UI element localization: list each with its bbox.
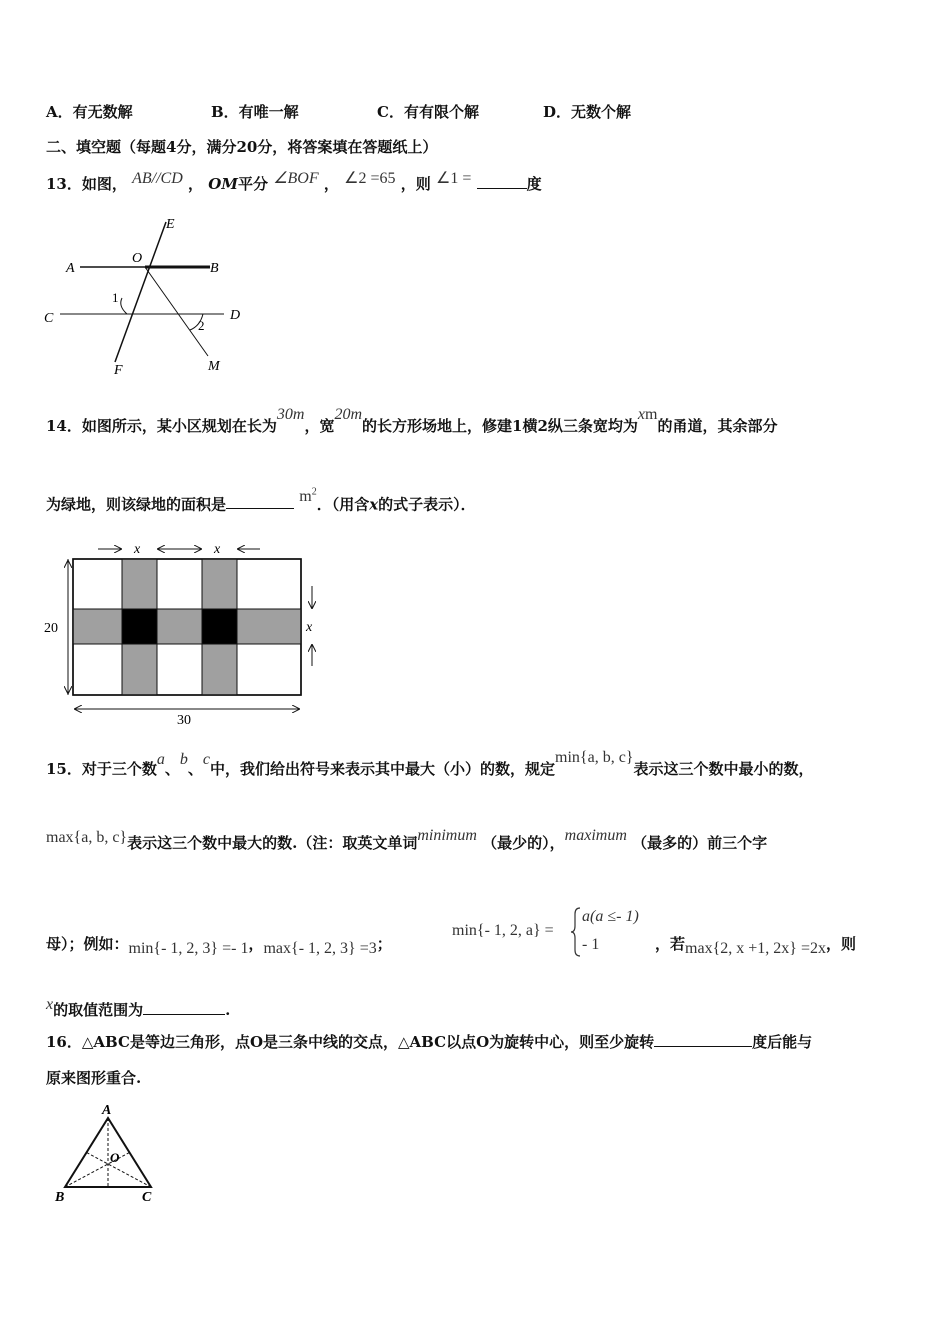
q15-piecewise — [452, 906, 662, 958]
q15-piece-case2: - 1 — [582, 936, 600, 953]
label-a: A — [66, 261, 75, 276]
q13-math-angle1: ∠1 = — [435, 170, 472, 187]
q14-text: ，宽 — [304, 417, 335, 435]
q15-text: ； — [376, 935, 392, 953]
q15-text: 、 — [164, 760, 180, 778]
label-b: B — [55, 1190, 65, 1205]
label-c: C — [142, 1190, 152, 1205]
label-m: M — [208, 359, 220, 374]
option-b: B．有唯一解 — [211, 103, 299, 121]
label-height: 20 — [44, 621, 58, 636]
q15-text: ，则 — [825, 935, 856, 953]
question-13 — [46, 172, 542, 195]
question-15-line3 — [46, 934, 392, 955]
q15-minimum: minimum — [417, 827, 477, 844]
q15-text: . — [225, 1001, 231, 1019]
line-om — [145, 267, 208, 356]
q15-text: 表示这三个数中最大的数.（注：取英文单词 — [127, 834, 418, 852]
intersection-1 — [122, 609, 157, 644]
label-d: D — [230, 308, 241, 323]
label-o: O — [132, 251, 143, 266]
q15-example-min: min{- 1, 2, 3} =- 1 — [128, 940, 249, 957]
question-15-line3b — [655, 934, 856, 955]
q14-text: 的长方形场地上，修建1横2纵三条宽均为 — [362, 417, 638, 435]
label-o: O — [110, 1150, 120, 1165]
line-ef — [115, 222, 166, 362]
q16-text: 度后能与 — [752, 1033, 813, 1051]
q14-text: 14．如图所示，某小区规划在长为 — [46, 417, 277, 435]
q14-unit-exp: 2 — [311, 487, 317, 498]
label-x-top-1: x — [134, 542, 141, 557]
q13-math-angle: ∠BOF — [273, 170, 319, 187]
q14-answer-blank[interactable] — [226, 492, 294, 509]
question-15-line2 — [46, 827, 768, 854]
label-a: A — [102, 1103, 112, 1118]
q15-text: 母）；例如： — [46, 935, 129, 953]
q15-text: 、 — [187, 760, 203, 778]
label-f: F — [114, 363, 123, 378]
q13-math-parallel: AB//CD — [132, 170, 183, 187]
q15-min-def: min{a, b, c} — [555, 749, 634, 766]
q15-text: （最多的）前三个字 — [632, 834, 768, 852]
question-16-line1 — [46, 1030, 812, 1052]
brace-icon — [570, 906, 582, 958]
question-14-line2 — [46, 487, 476, 515]
q15-example-max: max{- 1, 2, 3} =3 — [263, 940, 377, 957]
section-heading: 二、填空题（每题4分，满分20分，将答案填在答题纸上） — [46, 138, 438, 156]
label-e: E — [166, 217, 175, 232]
q15-piece-case1: a(a ≤- 1) — [582, 908, 639, 925]
label-b: B — [210, 261, 219, 276]
question-16-line2: 原来图形重合. — [46, 1069, 142, 1087]
q15-b: b — [179, 751, 188, 768]
question-14-line1 — [46, 406, 778, 437]
option-c: C．有有限个解 — [377, 103, 479, 121]
q15-text: （最少的）， — [482, 834, 565, 852]
q14-figure — [40, 538, 330, 728]
label-c: C — [44, 311, 54, 326]
q14-math-length: 30m — [276, 406, 305, 423]
q15-answer-blank[interactable] — [143, 998, 225, 1015]
q15-maximum: maximum — [564, 827, 627, 844]
q15-a: a — [156, 751, 165, 768]
q15-x: x — [46, 996, 54, 1013]
question-15-line4 — [46, 998, 230, 1021]
label-x-top-2: x — [214, 542, 221, 557]
q15-text: ，若 — [655, 935, 686, 953]
q14-text: 为绿地，则该绿地的面积是 — [46, 495, 227, 514]
q13-figure — [40, 210, 260, 380]
q13-math-angle2: ∠2 =65 — [344, 170, 396, 187]
q14-text: 的式子表示）． — [378, 495, 476, 514]
q16-figure — [50, 1100, 170, 1210]
q13-text: ， — [188, 175, 204, 193]
q13-text: 度 — [526, 175, 542, 193]
q14-x: x — [369, 495, 379, 514]
label-x-right: x — [306, 620, 313, 635]
angle-1-arc — [121, 298, 127, 314]
q13-text: ，则 — [400, 175, 431, 193]
q14-text: ．（用含 — [316, 495, 370, 514]
q13-text: 平分 — [237, 175, 268, 193]
q15-text: 15．对于三个数 — [46, 760, 157, 778]
q15-condition: max{2, x +1, 2x} =2x — [685, 940, 826, 957]
q14-math-x: x — [637, 406, 646, 423]
q16-answer-blank[interactable] — [654, 1030, 752, 1047]
q13-answer-blank[interactable] — [477, 172, 527, 189]
option-d: D．无数个解 — [543, 103, 632, 121]
q13-number: 13．如图， — [46, 175, 127, 193]
q14-text: 的甬道，其余部分 — [657, 417, 778, 435]
q14-math-unit: m — [645, 406, 658, 423]
q15-text: ， — [248, 935, 264, 953]
intersection-2 — [202, 609, 237, 644]
q16-text: 16．△ABC是等边三角形，点O是三条中线的交点，△ABC以点O为旋转中心，则至少旋转 — [46, 1033, 655, 1051]
q13-text: ， — [323, 175, 339, 193]
q13-om: OM — [208, 175, 238, 193]
q15-text: 中，我们给出符号来表示其中最大（小）的数，规定 — [210, 760, 556, 778]
q15-c: c — [202, 751, 211, 768]
q15-text: 表示这三个数中最小的数， — [633, 760, 814, 778]
q15-piece-left: min{- 1, 2, a} = — [452, 922, 554, 939]
q15-max-def: max{a, b, c} — [46, 829, 128, 846]
label-angle-1: 1 — [112, 290, 119, 305]
q14-math-width: 20m — [334, 406, 363, 423]
label-width: 30 — [177, 713, 191, 728]
question-15-line1 — [46, 749, 814, 780]
options-row — [46, 102, 746, 122]
label-angle-2: 2 — [198, 318, 205, 333]
option-a: A．有无数解 — [46, 103, 133, 121]
q14-unit: m — [299, 488, 312, 506]
horizontal-path — [73, 609, 301, 644]
q15-text: 的取值范围为 — [53, 1001, 144, 1019]
